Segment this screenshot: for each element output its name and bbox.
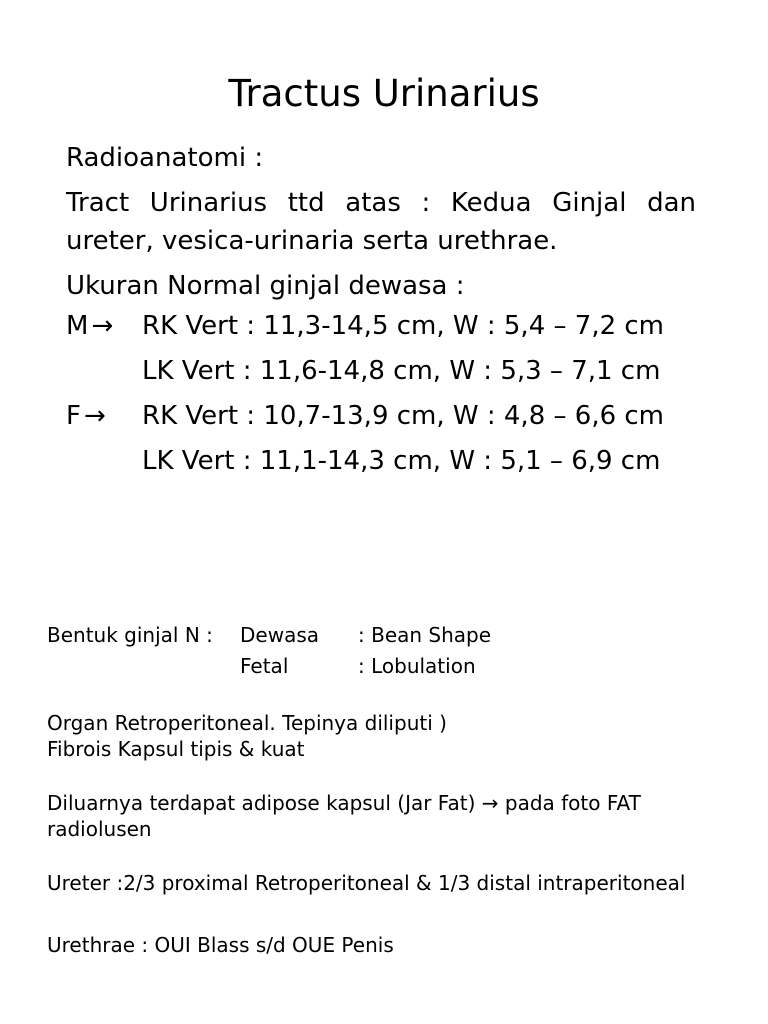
size-value: RK Vert : 11,3-14,5 cm, W : 5,4 – 7,2 cm xyxy=(142,311,665,341)
fat-text: Diluarnya terdapat adipose kapsul (Jar Fat) xyxy=(47,791,482,815)
size-row-male-left xyxy=(66,349,696,394)
section-heading: Radioanatomi : xyxy=(66,143,264,173)
organ-note xyxy=(47,710,727,762)
urethrae-note: Urethrae : OUI Blass s/d OUE Penis xyxy=(47,933,394,957)
size-row-female-right xyxy=(66,394,696,439)
size-value: RK Vert : 10,7-13,9 cm, W : 4,8 – 6,6 cm xyxy=(142,401,665,431)
fat-note xyxy=(47,790,727,842)
size-value: LK Vert : 11,6-14,8 cm, W : 5,3 – 7,1 cm xyxy=(142,356,661,386)
slide-content xyxy=(66,140,696,484)
size-row-female-left xyxy=(66,439,696,484)
shape-label-spacer xyxy=(47,651,240,682)
shape-value: : Lobulation xyxy=(358,654,476,678)
right-arrow-icon: → xyxy=(91,311,114,341)
fat-text-end: pada foto FAT radiolusen xyxy=(47,791,641,841)
right-arrow-icon: → xyxy=(481,791,499,815)
normal-size-label: Ukuran Normal ginjal dewasa : xyxy=(66,271,465,301)
description-paragraph: Tract Urinarius ttd atas : Kedua Ginjal dan ureter, vesica-urinaria serta urethrae. xyxy=(66,188,696,256)
organ-line: Organ Retroperitoneal. Tepinya diliputi ) xyxy=(47,711,447,735)
sex-label: F → xyxy=(66,394,142,439)
shape-row-adult xyxy=(47,620,727,651)
shape-value: : Bean Shape xyxy=(358,623,492,647)
size-row-male-right xyxy=(66,304,696,349)
shape-label: Bentuk ginjal N : xyxy=(47,623,213,647)
size-value: LK Vert : 11,1-14,3 cm, W : 5,1 – 6,9 cm xyxy=(142,446,661,476)
shape-stage: Fetal xyxy=(240,654,289,678)
right-arrow-icon: → xyxy=(83,401,106,431)
capsule-line: Fibrois Kapsul tipis & kuat xyxy=(47,737,305,761)
sex-label: M → xyxy=(66,304,142,349)
ureter-note: Ureter :2/3 proximal Retroperitoneal & 1/3 distal intraperitoneal xyxy=(47,871,686,895)
shape-row-fetal xyxy=(47,651,727,682)
notes-section xyxy=(47,620,727,958)
shape-stage: Dewasa xyxy=(240,623,319,647)
slide-title: Tractus Urinarius xyxy=(228,72,540,115)
